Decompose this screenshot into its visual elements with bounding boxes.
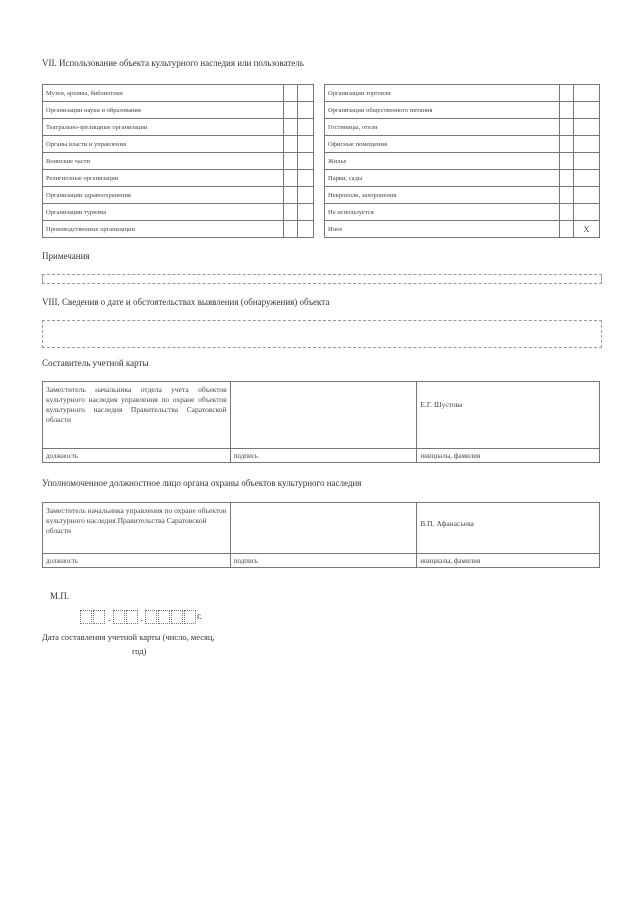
usage-label: Гостиницы, отели xyxy=(325,119,560,136)
official-label-initials: инициалы, фамилия xyxy=(417,554,600,568)
usage-mark-cell[interactable] xyxy=(574,85,600,102)
usage-mark-cell[interactable] xyxy=(298,170,314,187)
usage-spacer-cell xyxy=(284,153,298,170)
official-initials: В.П. Афанасьева xyxy=(417,503,600,554)
usage-row xyxy=(43,204,314,221)
official-table xyxy=(42,502,600,568)
date-suffix: г. xyxy=(197,611,202,622)
usage-spacer-cell xyxy=(284,187,298,204)
usage-label: Иное xyxy=(325,221,560,238)
usage-label: Организации науки и образования xyxy=(43,102,284,119)
compiler-initials: Е.Г. Шустова xyxy=(417,382,600,449)
usage-row xyxy=(43,187,314,204)
usage-row xyxy=(43,119,314,136)
usage-label: Не используется xyxy=(325,204,560,221)
usage-row xyxy=(43,136,314,153)
official-signature-cell[interactable] xyxy=(230,503,417,554)
usage-label: Производственные организации xyxy=(43,221,284,238)
usage-row xyxy=(325,102,600,119)
usage-mark-cell[interactable] xyxy=(574,153,600,170)
usage-mark-cell[interactable]: X xyxy=(574,221,600,238)
usage-mark-cell[interactable] xyxy=(574,204,600,221)
usage-spacer-cell xyxy=(560,170,574,187)
compiler-label-signature: подпись xyxy=(230,449,417,463)
usage-row xyxy=(325,170,600,187)
discovery-field[interactable] xyxy=(42,320,602,348)
usage-mark-cell[interactable] xyxy=(298,153,314,170)
usage-mark-cell[interactable] xyxy=(574,119,600,136)
usage-spacer-cell xyxy=(560,85,574,102)
usage-row xyxy=(325,85,600,102)
official-position: Заместитель начальника управления по охране объектов культурного наследия Правительства Саратовской области xyxy=(43,503,231,554)
compiler-label-initials: инициалы, фамилия xyxy=(417,449,600,463)
usage-table-left xyxy=(42,84,314,238)
section-7-title: VII. Использование объекта культурного наследия или пользователь xyxy=(42,58,304,68)
usage-label: Офисные помещения xyxy=(325,136,560,153)
usage-table-right xyxy=(324,84,600,238)
usage-label: Жилье xyxy=(325,153,560,170)
usage-mark-cell[interactable] xyxy=(574,170,600,187)
usage-label: Организации торговли xyxy=(325,85,560,102)
date-year-box-4[interactable] xyxy=(184,610,196,624)
usage-row xyxy=(43,221,314,238)
date-caption-line-2: год) xyxy=(132,646,147,656)
compiler-label-position: должность xyxy=(43,449,231,463)
usage-label: Воинские части xyxy=(43,153,284,170)
usage-mark-cell[interactable] xyxy=(298,187,314,204)
notes-title: Примечания xyxy=(42,251,90,261)
usage-label: Организации здравоохранения xyxy=(43,187,284,204)
usage-label: Парки, сады xyxy=(325,170,560,187)
compiler-position: Заместитель начальника отдела учета объектов культурного наследия управления по охране объектов культурного наследия Правительства Саратовской области xyxy=(43,382,231,449)
date-caption-line-1: Дата составления учетной карты (число, месяц, xyxy=(42,632,215,642)
compiler-signature-cell[interactable] xyxy=(230,382,417,449)
date-year-box-3[interactable] xyxy=(171,610,183,624)
notes-field[interactable] xyxy=(42,274,602,284)
usage-label: Религиозные организации xyxy=(43,170,284,187)
compiler-table xyxy=(42,381,600,463)
date-year-box-1[interactable] xyxy=(145,610,157,624)
usage-mark-cell[interactable] xyxy=(298,221,314,238)
usage-row xyxy=(325,204,600,221)
date-field[interactable]: . . г. xyxy=(80,610,202,624)
usage-row xyxy=(325,187,600,204)
usage-label: Некрополи, захоронения xyxy=(325,187,560,204)
usage-row xyxy=(325,153,600,170)
usage-row xyxy=(43,153,314,170)
usage-spacer-cell xyxy=(560,187,574,204)
usage-mark-cell[interactable] xyxy=(298,85,314,102)
official-title: Уполномоченное должностное лицо органа охраны объектов культурного наследия xyxy=(42,478,362,488)
date-day-box-1[interactable] xyxy=(80,610,92,624)
usage-label: Музеи, архивы, библиотеки xyxy=(43,85,284,102)
usage-mark-cell[interactable] xyxy=(298,204,314,221)
usage-mark-cell[interactable] xyxy=(298,136,314,153)
official-label-signature: подпись xyxy=(230,554,417,568)
date-day-box-2[interactable] xyxy=(93,610,105,624)
usage-mark-cell[interactable] xyxy=(298,102,314,119)
date-month-box-2[interactable] xyxy=(126,610,138,624)
usage-row xyxy=(43,170,314,187)
usage-mark-cell[interactable] xyxy=(574,187,600,204)
official-label-position: должность xyxy=(43,554,231,568)
date-year-box-2[interactable] xyxy=(158,610,170,624)
usage-row xyxy=(325,119,600,136)
compiler-title: Составитель учетной карты xyxy=(42,358,149,368)
usage-spacer-cell xyxy=(560,204,574,221)
usage-spacer-cell xyxy=(284,119,298,136)
usage-spacer-cell xyxy=(560,221,574,238)
section-8-title: VIII. Сведения о дате и обстоятельствах выявления (обнаружения) объекта xyxy=(42,297,330,307)
usage-spacer-cell xyxy=(284,204,298,221)
usage-mark-cell[interactable] xyxy=(298,119,314,136)
usage-spacer-cell xyxy=(560,102,574,119)
usage-spacer-cell xyxy=(284,136,298,153)
usage-label: Организации туризма xyxy=(43,204,284,221)
usage-row xyxy=(43,85,314,102)
usage-label: Театрально-зрелищные организации xyxy=(43,119,284,136)
usage-mark-cell[interactable] xyxy=(574,136,600,153)
usage-spacer-cell xyxy=(560,153,574,170)
usage-label: Организации общественного питания xyxy=(325,102,560,119)
usage-spacer-cell xyxy=(284,102,298,119)
usage-spacer-cell xyxy=(560,119,574,136)
usage-mark-cell[interactable] xyxy=(574,102,600,119)
usage-spacer-cell xyxy=(284,221,298,238)
usage-row xyxy=(43,102,314,119)
usage-row xyxy=(325,136,600,153)
usage-spacer-cell xyxy=(284,170,298,187)
stamp-label: М.П. xyxy=(50,591,70,601)
usage-row xyxy=(325,221,600,238)
usage-spacer-cell xyxy=(284,85,298,102)
date-month-box-1[interactable] xyxy=(113,610,125,624)
usage-spacer-cell xyxy=(560,136,574,153)
usage-label: Органы власти и управления xyxy=(43,136,284,153)
